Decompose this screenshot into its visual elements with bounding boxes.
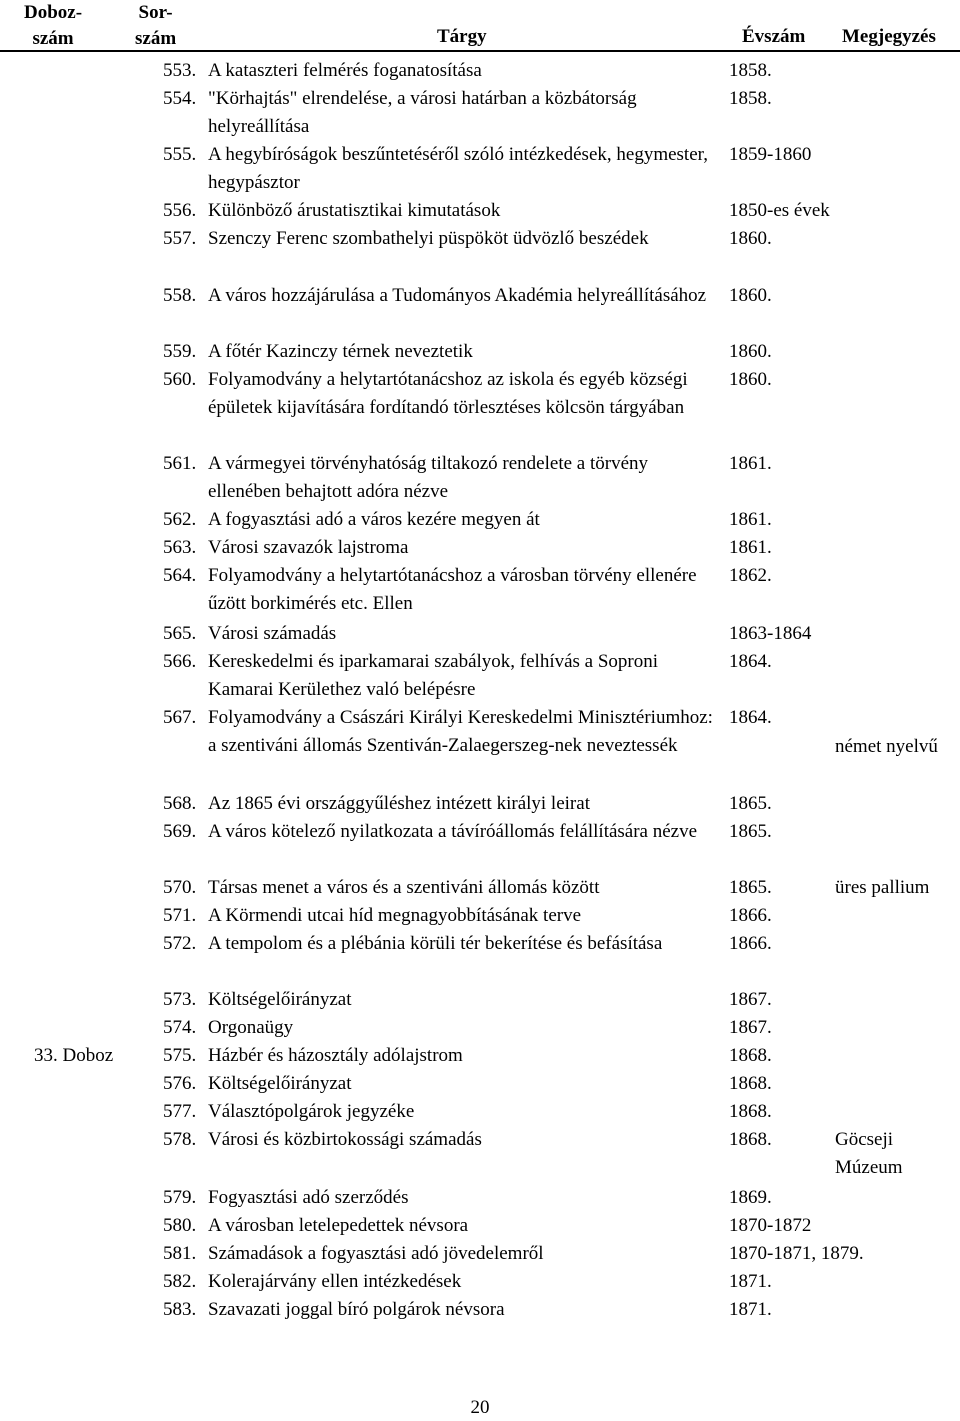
row-subject: Folyamodvány a helytartótanácshoz az iskola és egyéb községi épületek kijavítására fordítandó törlesztéses kölcsön tárgyában	[208, 369, 688, 418]
row-subject: A fogyasztási adó a város kezére megyen át	[208, 509, 540, 530]
row-number: 563.	[163, 537, 197, 558]
row-number: 569.	[163, 821, 197, 842]
row-number: 571.	[163, 905, 197, 926]
row-subject: Kolerajárvány ellen intézkedések	[208, 1271, 462, 1292]
header-evszam: Évszám	[742, 26, 806, 47]
row-number: 568.	[163, 793, 197, 814]
row-year: 1868.	[729, 1073, 772, 1094]
row-number: 558.	[163, 285, 197, 306]
row-year: 1861.	[729, 453, 772, 474]
row-number: 556.	[163, 200, 197, 221]
row-year: 1865.	[729, 877, 772, 898]
row-subject: Szenczy Ferenc szombathelyi püspököt üdvözlő beszédek	[208, 228, 649, 249]
row-number: 575.	[163, 1045, 197, 1066]
row-year: 1868.	[729, 1045, 772, 1066]
row-subject: Városi számadás	[208, 623, 337, 644]
row-year: 1864.	[729, 707, 772, 728]
row-subject: Költségelőirányzat	[208, 1073, 352, 1094]
row-year: 1865.	[729, 821, 772, 842]
row-year: 1861.	[729, 509, 772, 530]
row-year: 1858.	[729, 60, 772, 81]
row-subject: "Körhajtás" elrendelése, a városi határban a közbátorság helyreállítása	[208, 88, 637, 137]
row-number: 578.	[163, 1129, 197, 1150]
row-note: német nyelvű	[835, 736, 938, 757]
row-subject: Számadások a fogyasztási adó jövedelemről	[208, 1243, 544, 1264]
row-year: 1866.	[729, 905, 772, 926]
row-year: 1863-1864	[729, 623, 812, 644]
row-year: 1870-1871, 1879.	[729, 1243, 864, 1264]
row-subject: Kereskedelmi és iparkamarai szabályok, felhívás a Soproni Kamarai Kerülethez való belépésre	[208, 651, 659, 700]
row-number: 553.	[163, 60, 197, 81]
row-subject: A Körmendi utcai híd megnagyobbításának terve	[208, 905, 582, 926]
header-sor-line1: Sor-	[138, 2, 173, 23]
row-number: 561.	[163, 453, 197, 474]
row-year: 1859-1860	[729, 144, 812, 165]
row-number: 570.	[163, 877, 197, 898]
row-year: 1850-es évek	[729, 200, 830, 221]
row-number: 557.	[163, 228, 197, 249]
row-year: 1860.	[729, 369, 772, 390]
row-number: 583.	[163, 1299, 197, 1320]
header-doboz-line2: szám	[32, 28, 74, 49]
row-number: 564.	[163, 565, 197, 586]
row-note: Göcseji Múzeum	[835, 1129, 903, 1178]
row-subject: Házbér és házosztály adólajstrom	[208, 1045, 463, 1066]
row-subject: A vármegyei törvényhatóság tiltakozó rendelete a törvény ellenében behajtott adóra nézve	[208, 453, 649, 502]
row-year: 1858.	[729, 88, 772, 109]
row-number: 574.	[163, 1017, 197, 1038]
row-year: 1868.	[729, 1129, 772, 1150]
header-doboz	[24, 0, 82, 52]
row-year: 1869.	[729, 1187, 772, 1208]
row-year: 1860.	[729, 228, 772, 249]
row-number: 562.	[163, 509, 197, 530]
row-number: 566.	[163, 651, 197, 672]
row-subject: A város hozzájárulása a Tudományos Akadémia helyreállításához	[208, 285, 707, 306]
row-year: 1867.	[729, 989, 772, 1010]
row-year: 1868.	[729, 1101, 772, 1122]
row-subject: Folyamodvány a helytartótanácshoz a városban törvény ellenére űzött borkimérés etc. Ellen	[208, 565, 697, 614]
row-number: 582.	[163, 1271, 197, 1292]
header-sorszam	[135, 0, 176, 52]
row-number: 555.	[163, 144, 197, 165]
row-subject: Szavazati joggal bíró polgárok névsora	[208, 1299, 505, 1320]
row-number: 567.	[163, 707, 197, 728]
row-subject: Különböző árustatisztikai kimutatások	[208, 200, 501, 221]
header-doboz-line1: Doboz-	[24, 2, 83, 23]
row-year: 1864.	[729, 651, 772, 672]
row-number: 560.	[163, 369, 197, 390]
row-subject: Költségelőirányzat	[208, 989, 352, 1010]
header-megjegyzes: Megjegyzés	[842, 26, 936, 47]
row-subject: Városi szavazók lajstroma	[208, 537, 409, 558]
row-subject: Társas menet a város és a szentiváni állomás között	[208, 877, 600, 898]
row-year: 1866.	[729, 933, 772, 954]
row-year: 1865.	[729, 793, 772, 814]
row-year: 1860.	[729, 341, 772, 362]
row-number: 580.	[163, 1215, 197, 1236]
header-targy: Tárgy	[437, 26, 487, 47]
page-number: 20	[470, 1397, 490, 1418]
row-subject: Folyamodvány a Császári Királyi Kereskedelmi Minisztériumhoz: a szentiváni állomás Szentiván-Zalaegerszeg-nek neveztessék	[208, 707, 713, 756]
row-subject: Városi és közbirtokossági számadás	[208, 1129, 482, 1150]
row-subject: A városban letelepedettek névsora	[208, 1215, 469, 1236]
row-subject: Orgonaügy	[208, 1017, 294, 1038]
row-year: 1860.	[729, 285, 772, 306]
header-sor-line2: szám	[135, 28, 177, 49]
row-number: 577.	[163, 1101, 197, 1122]
row-subject: Az 1865 évi országgyűléshez intézett királyi leirat	[208, 793, 590, 814]
row-number: 565.	[163, 623, 197, 644]
row-subject: Fogyasztási adó szerződés	[208, 1187, 409, 1208]
box-number: 33. Doboz	[34, 1045, 114, 1066]
row-number: 572.	[163, 933, 197, 954]
row-subject: A kataszteri felmérés foganatosítása	[208, 60, 482, 81]
row-number: 576.	[163, 1073, 197, 1094]
row-number: 581.	[163, 1243, 197, 1264]
row-note: üres pallium	[835, 877, 930, 898]
row-subject: A hegybíróságok beszűntetéséről szóló intézkedések, hegymester, hegypásztor	[208, 144, 708, 193]
row-year: 1862.	[729, 565, 772, 586]
row-number: 554.	[163, 88, 197, 109]
row-subject: A tempolom és a plébánia körüli tér bekerítése és befásítása	[208, 933, 663, 954]
row-subject: A főtér Kazinczy térnek neveztetik	[208, 341, 473, 362]
row-number: 579.	[163, 1187, 197, 1208]
row-subject: A város kötelező nyilatkozata a távíróállomás felállítására nézve	[208, 821, 698, 842]
row-year: 1871.	[729, 1299, 772, 1320]
row-year: 1867.	[729, 1017, 772, 1038]
row-year: 1861.	[729, 537, 772, 558]
row-number: 559.	[163, 341, 197, 362]
row-number: 573.	[163, 989, 197, 1010]
table-header	[0, 0, 960, 52]
row-year: 1870-1872	[729, 1215, 812, 1236]
row-year: 1871.	[729, 1271, 772, 1292]
row-subject: Választópolgárok jegyzéke	[208, 1101, 415, 1122]
